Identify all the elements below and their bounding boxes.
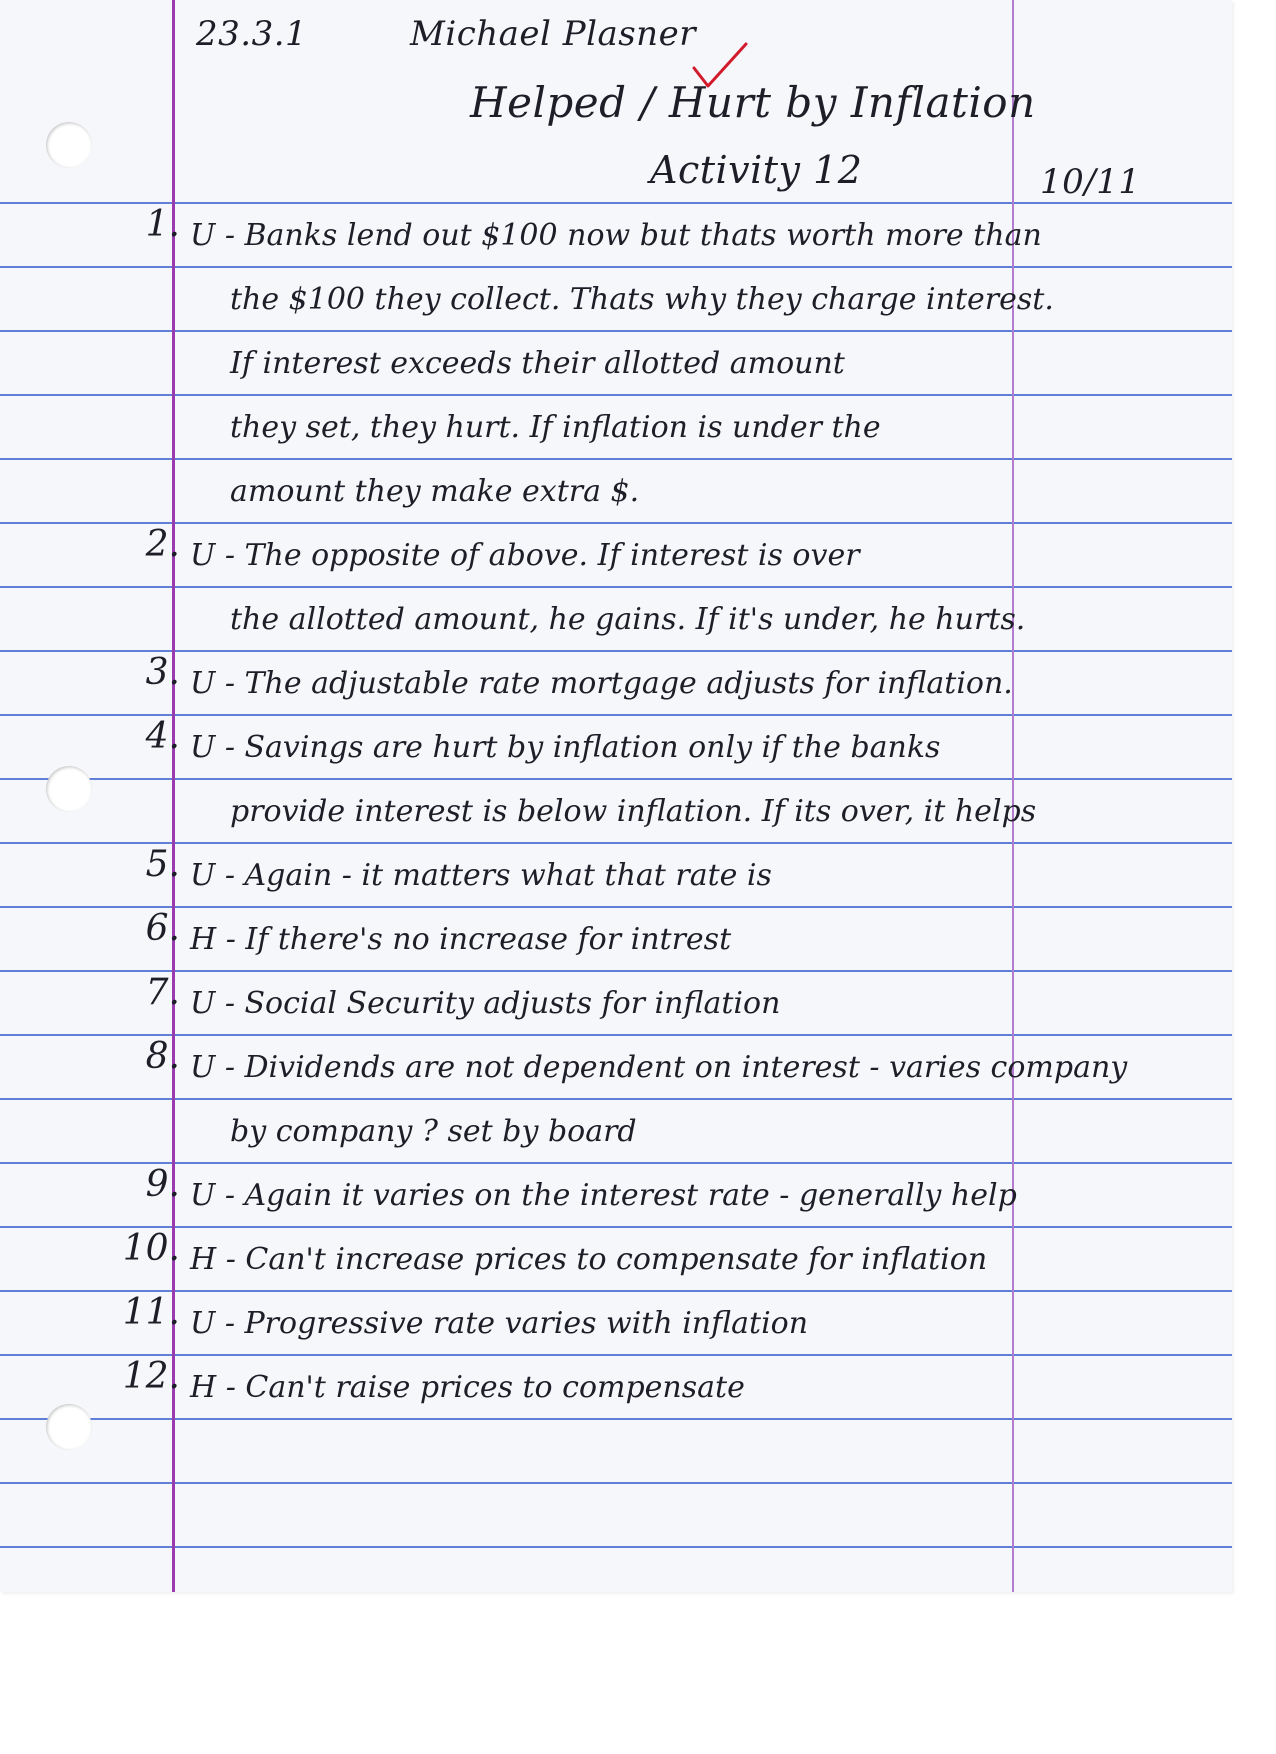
date-label: 10/11 [1040, 162, 1141, 202]
answer-text-line: the allotted amount, he gains. If it's under, he hurts. [230, 602, 1026, 637]
answer-text-line: H - Can't raise prices to compensate [190, 1370, 745, 1405]
answer-number: 1. [145, 204, 180, 245]
assignment-code: 23.3.1 [196, 14, 308, 54]
answer-number: 7. [145, 972, 180, 1013]
answer-number: 6. [145, 908, 180, 949]
answer-number: 2. [145, 524, 180, 565]
binder-hole-bottom [46, 1404, 92, 1450]
answer-text-line: U - Progressive rate varies with inflation [190, 1306, 809, 1341]
answer-item [120, 1036, 1210, 1164]
answer-number: 9. [145, 1164, 180, 1205]
answer-item [120, 524, 1210, 652]
answer-item [120, 716, 1210, 844]
binder-hole-top [46, 122, 92, 168]
answer-item [120, 1228, 1210, 1292]
student-name: Michael Plasner [410, 14, 696, 54]
answer-item [120, 1292, 1210, 1356]
answer-number: 12. [122, 1356, 180, 1397]
answer-item [120, 1164, 1210, 1228]
activity-label: Activity 12 [650, 148, 863, 192]
answer-number: 3. [145, 652, 180, 693]
answer-text-line: they set, they hurt. If inflation is under the [230, 410, 881, 445]
binder-hole-middle [46, 766, 92, 812]
answer-text-line: amount they make extra $. [230, 474, 640, 509]
answer-text-line: U - Savings are hurt by inflation only if the banks [190, 730, 941, 765]
answer-number: 10. [122, 1228, 180, 1269]
answer-text-line: U - Dividends are not dependent on interest - varies company [190, 1050, 1128, 1085]
answer-item [120, 204, 1210, 524]
answer-item [120, 652, 1210, 716]
answer-text-line: U - The adjustable rate mortgage adjusts for inflation. [190, 666, 1013, 701]
answer-number: 4. [145, 716, 180, 757]
page-title: Helped / Hurt by Inflation [470, 78, 1036, 127]
answer-text-line: the $100 they collect. Thats why they charge interest. [230, 282, 1054, 317]
answer-text-line: U - The opposite of above. If interest is over [190, 538, 860, 573]
answer-number: 8. [145, 1036, 180, 1077]
answer-item [120, 908, 1210, 972]
answer-text-line: H - If there's no increase for intrest [190, 922, 732, 957]
answer-text-line: U - Again it varies on the interest rate - generally help [190, 1178, 1017, 1213]
answer-text-line: provide interest is below inflation. If its over, it helps [230, 794, 1037, 829]
answer-text-line: U - Again - it matters what that rate is [190, 858, 772, 893]
answer-text-line: H - Can't increase prices to compensate for inflation [190, 1242, 988, 1277]
answer-item [120, 1356, 1210, 1420]
answer-text-line: U - Banks lend out $100 now but thats worth more than [190, 218, 1042, 253]
answer-number: 11. [122, 1292, 180, 1333]
red-check-mark-icon [690, 40, 750, 92]
answer-number: 5. [145, 844, 180, 885]
answer-text-line: If interest exceeds their allotted amount [230, 346, 845, 381]
answer-item [120, 972, 1210, 1036]
answer-text-line: by company ? set by board [230, 1114, 637, 1149]
answer-item [120, 844, 1210, 908]
answer-text-line: U - Social Security adjusts for inflation [190, 986, 781, 1021]
